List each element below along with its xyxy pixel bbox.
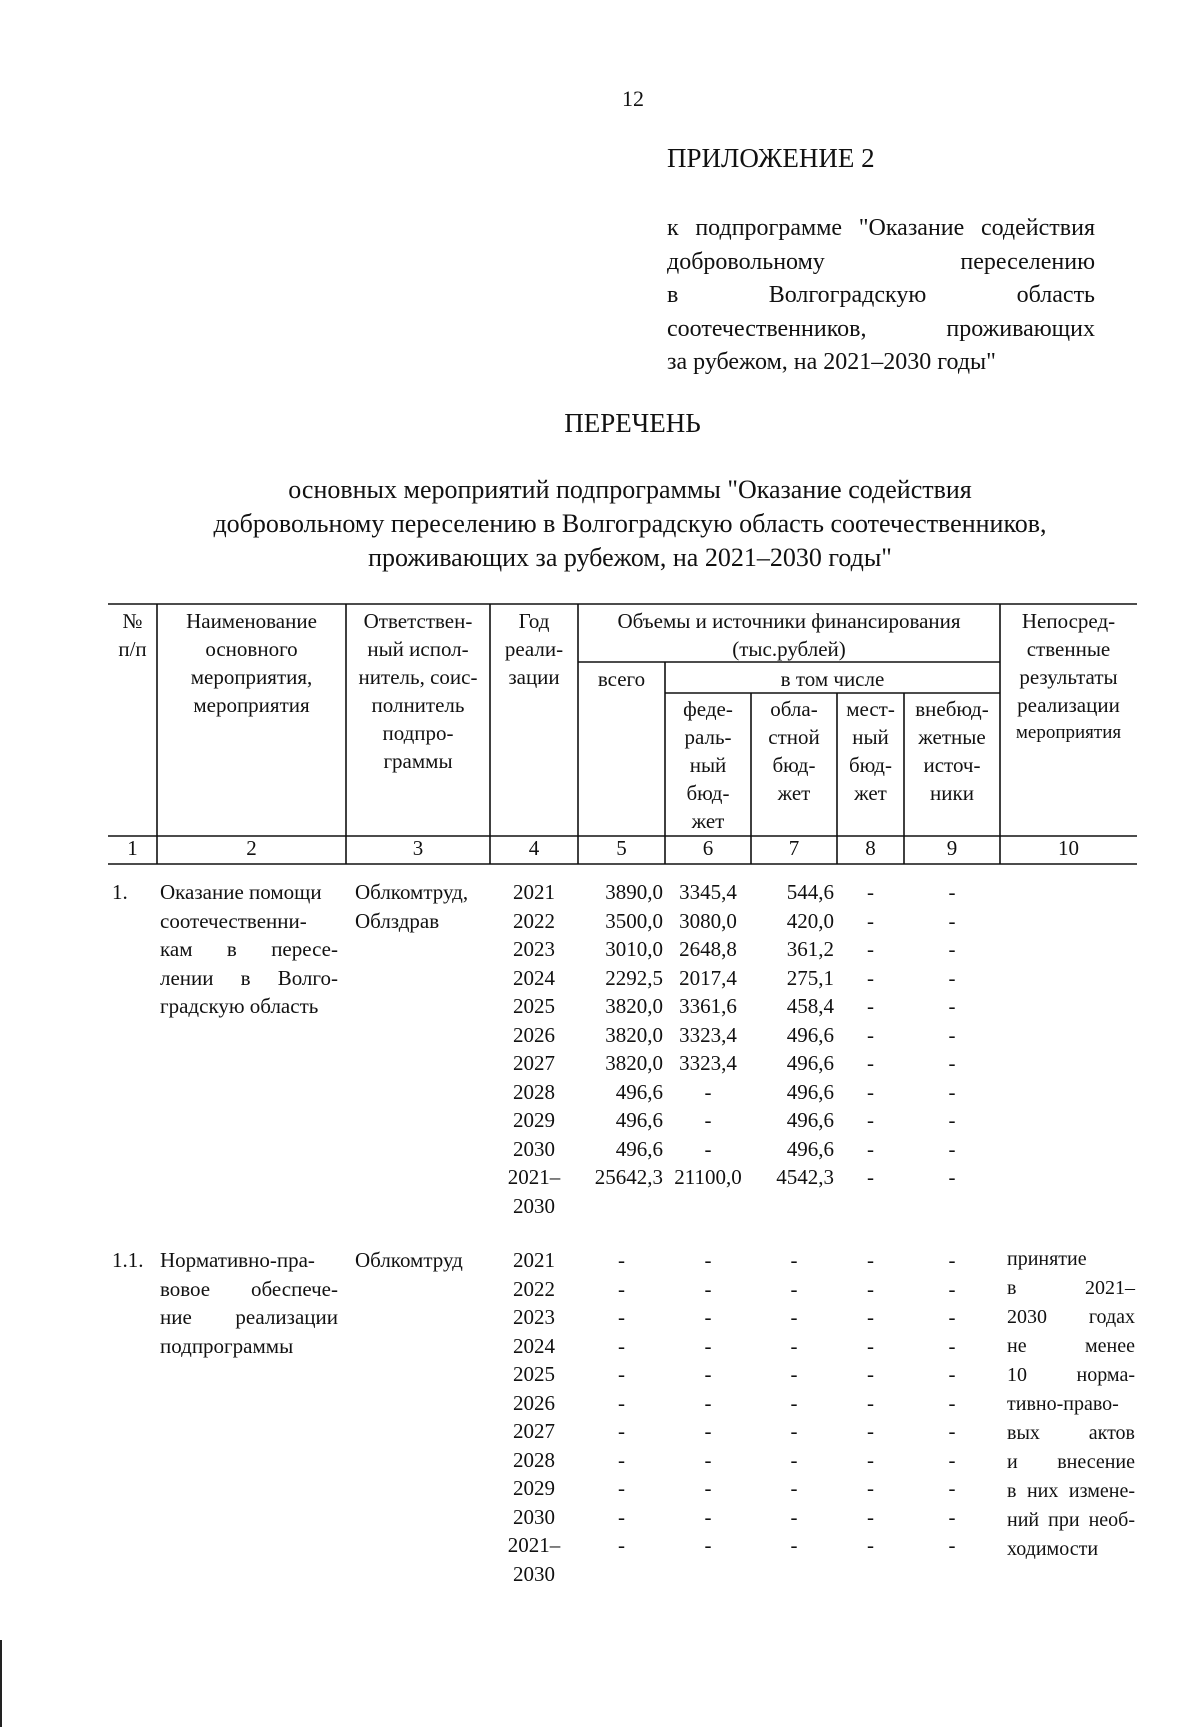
row-1-extrabudget: - - - - - - - - - - -	[948, 880, 956, 1189]
appendix-note	[667, 212, 1095, 380]
row-1-num: 1.	[112, 880, 128, 904]
row-1-1-name: Нормативно-пра- вовое обеспече- ние реализации подпрограммы	[160, 1248, 338, 1358]
row-1-1-years: 2021 2022 2023 2024 2025 2026 2027 2028 2029 2030 2021– 2030	[507, 1248, 561, 1586]
row-1-executor: Облкомтруд, Облздрав	[355, 880, 469, 933]
row-1-1-executor: Облкомтруд	[355, 1248, 463, 1272]
row-1-regional: 544,6 420,0 361,2 275,1 458,4 496,6 496,6 496,6 496,6 496,6 4542,3	[776, 880, 834, 1189]
row-1-1-federal: - - - - - - - - - - -	[704, 1248, 712, 1557]
appendix-note-line: в Волгоградскую область	[667, 282, 1095, 308]
header-extrabudget: внебюд- жетные источ- ники	[915, 697, 989, 805]
header-executor: Ответствен- ный испол- нитель, соис- полнитель подпро- граммы	[358, 609, 478, 773]
appendix-title: ПРИЛОЖЕНИЕ 2	[667, 143, 875, 173]
row-1-1-num: 1.1.	[112, 1248, 144, 1272]
header-results: Непосред- ственные результаты реализации мероприятия	[1015, 609, 1122, 743]
list-subtitle	[130, 473, 1130, 575]
column-number: 9	[946, 836, 958, 860]
header-name: Наименование основного мероприятия, мероприятия	[186, 609, 317, 717]
column-number: 8	[865, 836, 876, 860]
header-total: всего	[597, 667, 646, 691]
column-number: 7	[788, 836, 800, 860]
header-federal: феде- раль- ный бюд- жет	[683, 697, 733, 833]
row-1-local: - - - - - - - - - - -	[867, 880, 874, 1189]
appendix-note-line: за рубежом, на 2021–2030 годы"	[667, 349, 996, 375]
column-number: 3	[412, 836, 424, 860]
row-1-1-regional: - - - - - - - - - - -	[790, 1248, 798, 1557]
row-1-years: 2021 2022 2023 2024 2025 2026 2027 2028 2029 2030 2021– 2030	[507, 880, 561, 1218]
column-number: 2	[246, 836, 257, 860]
list-title: ПЕРЕЧЕНЬ	[564, 408, 701, 438]
column-number: 6	[702, 836, 714, 860]
column-number: 5	[616, 836, 627, 860]
appendix-note-line: к подпрограмме "Оказание содействия	[667, 215, 1095, 241]
row-1-name: Оказание помощи соотечественни- кам в пересе- лении в Волго- градскую область	[160, 880, 338, 1018]
row-1-1-local: - - - - - - - - - - -	[867, 1248, 874, 1557]
list-subtitle-line: основных мероприятий подпрограммы "Оказание содействия	[288, 475, 972, 504]
row-1-total: 3890,0 3500,0 3010,0 2292,5 3820,0 3820,0 3820,0 496,6 496,6 496,6 25642,3	[594, 880, 663, 1189]
list-subtitle-line: добровольному переселению в Волгоградскую область соотечественников,	[213, 509, 1047, 538]
column-number: 4	[528, 836, 540, 860]
header-funding: Объемы и источники финансирования (тыс.рублей)	[617, 609, 961, 661]
row-1-1-results: принятие в 2021– 2030 годах не менее 10 норма- тивно-право- вых актов и внесение в них измене- ний при необ- ходимости	[1007, 1248, 1135, 1560]
header-including: в том числе	[780, 667, 885, 691]
page-number: 12	[622, 86, 644, 111]
list-subtitle-line: проживающих за рубежом, на 2021–2030 годы"	[368, 543, 892, 572]
row-1-1-extrabudget: - - - - - - - - - - -	[948, 1248, 956, 1557]
row-1-federal: 3345,4 3080,0 2648,8 2017,4 3361,6 3323,4 3323,4 - - - 21100,0	[674, 880, 742, 1189]
header-num: № п/п	[118, 609, 147, 661]
header-regional: обла- стной бюд- жет	[768, 697, 820, 805]
header-year: Год реали- зации	[504, 609, 564, 689]
appendix-note-line: соотечественников, проживающих	[667, 315, 1095, 342]
scan-edge-mark	[0, 1640, 2, 1727]
header-local: мест- ный бюд- жет	[846, 697, 895, 805]
column-number: 10	[1058, 836, 1079, 860]
appendix-note-line: добровольному переселению	[667, 248, 1095, 275]
column-number: 1	[127, 836, 138, 860]
row-1-1-total: - - - - - - - - - - -	[618, 1248, 625, 1557]
